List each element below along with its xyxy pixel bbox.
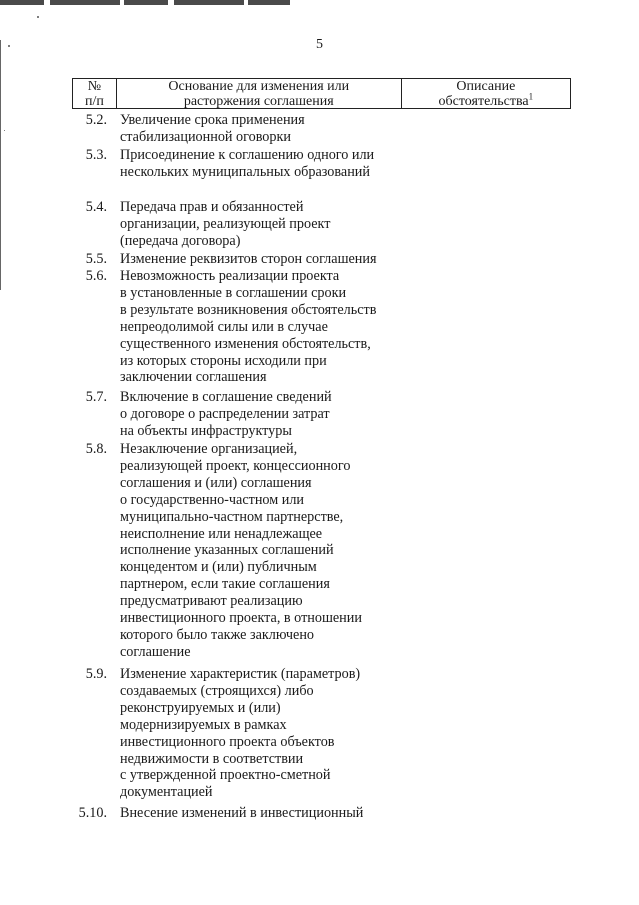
row-number: 5.9. [85,666,107,682]
row-text: Незаключение организацией, реализующей проект, концессионного соглашения и (или) соглашения о государственно-частном или муниципально-частном партнерстве, неисполнение или ненадлежащее исполнение указанных соглашений концедентом и (или) публичным партнером, если такие соглашения предусматривают реализацию инвестиционного проекта, в отношении которого было также заключено соглашение [120,441,362,660]
header-reason-column: Основание для изменения или расторжения соглашения [117,79,402,108]
footnote-mark: 1 [528,91,534,102]
scan-speck [4,130,5,131]
row-number: 5.3. [85,147,107,163]
row-number: 5.2. [85,112,107,128]
row-number: 5.5. [85,251,107,267]
row-number: 5.10. [78,805,107,821]
scan-edge-top [0,0,290,5]
row-number: 5.4. [85,199,107,215]
row-number: 5.8. [85,441,107,457]
row-text: Изменение реквизитов сторон соглашения [120,251,377,267]
row-number: 5.7. [85,389,107,405]
row-text: Изменение характеристик (параметров) создаваемых (строящихся) либо реконструируемых и (или) модернизируемых в рамках инвестиционного проекта объектов недвижимости в соответствии с утвержденной проектно-сметной документацией [120,666,361,801]
row-text: Передача прав и обязанностей организации, реализующей проект (передача договора) [120,199,331,249]
row-text: Невозможность реализации проекта в установленные в соглашении сроки в результате возникновения обстоятельств непреодолимой силы или в случае существенного изменения обстоятельств, из которых стороны исходили при заключении соглашения [120,268,377,386]
header-description-label: Описание обстоятельства [438,79,529,109]
row-text: Присоединение к соглашению одного или нескольких муниципальных образований [120,147,375,180]
header-description-column [402,79,570,108]
row-text: Включение в соглашение сведений о договоре о распределении затрат на объекты инфраструктуры [120,389,332,439]
row-text: Увеличение срока применения стабилизационной оговорки [120,112,305,145]
table-header [72,78,571,109]
row-text: Внесение изменений в инвестиционный [120,805,364,821]
row-number: 5.6. [85,268,107,284]
scan-edge-left [0,40,1,290]
scan-speck [37,16,39,18]
page-number: 5 [316,37,323,52]
header-number-column: № п/п [73,79,117,108]
